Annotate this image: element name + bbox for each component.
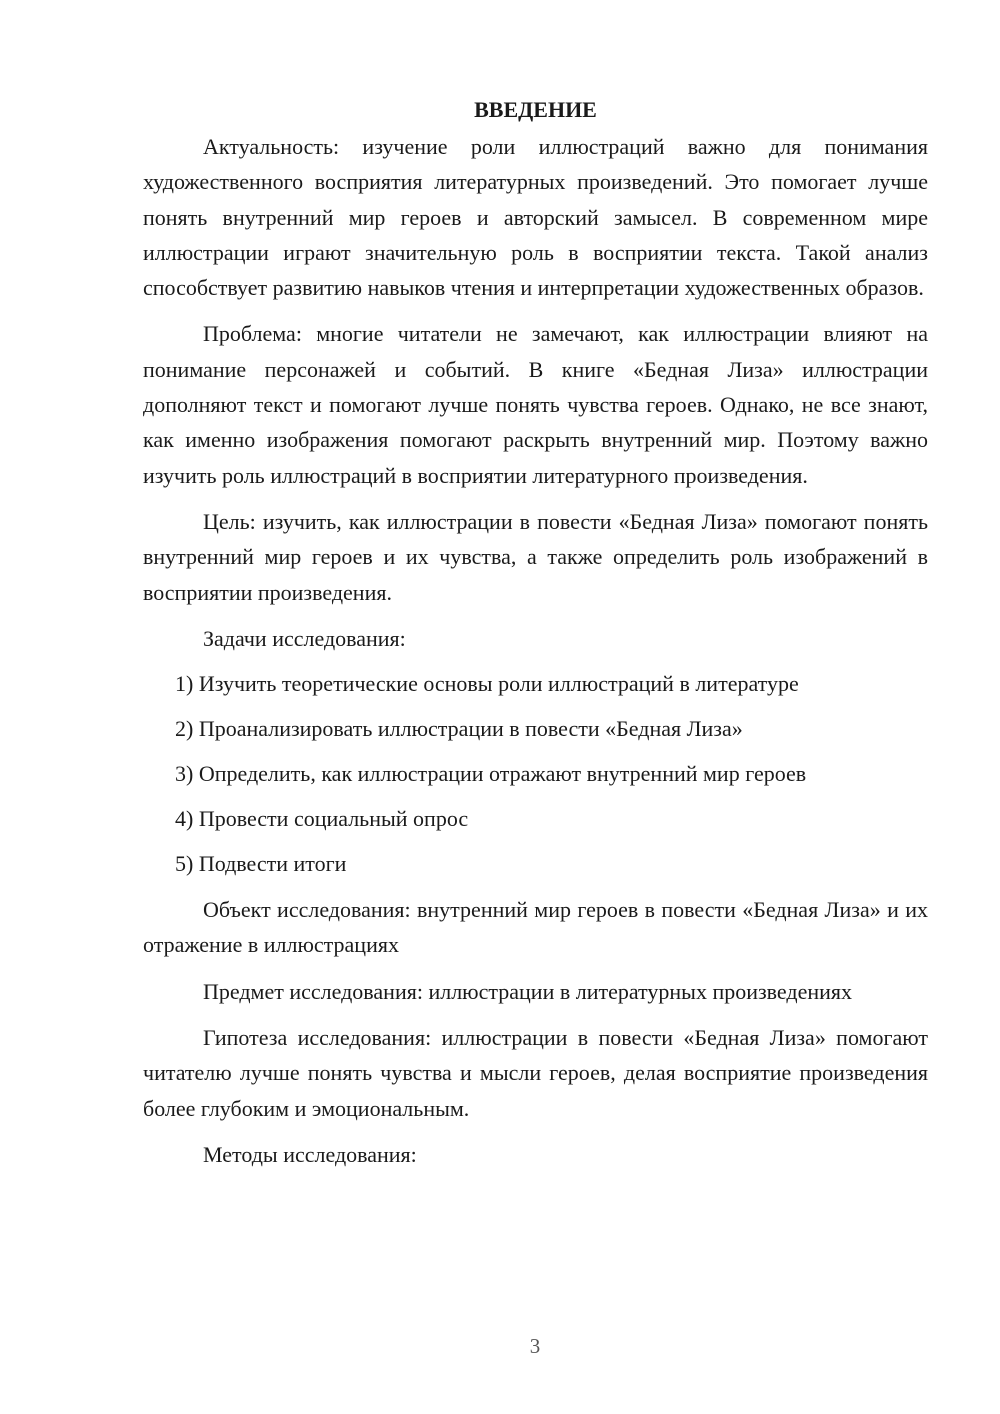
list-item: 5) Подвести итоги	[175, 851, 347, 877]
paragraph-problem: Проблема: многие читатели не замечают, как иллюстрации влияют на понимание персонажей и событий. В книге «Бедная Лиза» иллюстрации дополняют текст и помогают лучше понять чувства героев. Однако, не все знают, как именно изображения помогают раскрыть внутренний мир. Поэтому важно изучить роль иллюстраций в восприятии литературного произведения.	[143, 321, 928, 488]
paragraph-tasks-title: Задачи исследования:	[203, 625, 406, 651]
section-heading: ВВЕДЕНИЕ	[474, 97, 597, 122]
document-page	[143, 92, 928, 1172]
tasks-list	[143, 666, 928, 881]
list-item: 4) Провести социальный опрос	[175, 806, 469, 832]
list-item: 3) Определить, как иллюстрации отражают внутренний мир героев	[175, 761, 807, 787]
paragraph-methods-title: Методы исследования:	[203, 1141, 417, 1167]
list-item: 1) Изучить теоретические основы роли иллюстраций в литературе	[175, 671, 799, 697]
page-number: 3	[529, 1334, 541, 1358]
paragraph-hypothesis: Гипотеза исследования: иллюстрации в повести «Бедная Лиза» помогают читателю лучше понять чувства и мысли героев, делая восприятие произведения более глубоким и эмоциональным.	[143, 1025, 928, 1121]
list-item: 2) Проанализировать иллюстрации в повести «Бедная Лиза»	[175, 716, 743, 742]
paragraph-object: Объект исследования: внутренний мир героев в повести «Бедная Лиза» и их отражение в иллюстрациях	[143, 897, 928, 958]
paragraph-goal: Цель: изучить, как иллюстрации в повести «Бедная Лиза» помогают понять внутренний мир героев и их чувства, а также определить роль изображений в восприятии произведения.	[143, 508, 928, 605]
paragraph-relevance: Актуальность: изучение роли иллюстраций важно для понимания художественного восприятия литературных произведений. Это помогает лучше понять внутренний мир героев и авторский замысел. В современном мире иллюстрации играют значительную роль в восприятии текста. Такой анализ способствует развитию навыков чтения и интерпретации художественных образов.	[143, 134, 928, 301]
paragraph-subject: Предмет исследования: иллюстрации в литературных произведениях	[203, 978, 853, 1004]
